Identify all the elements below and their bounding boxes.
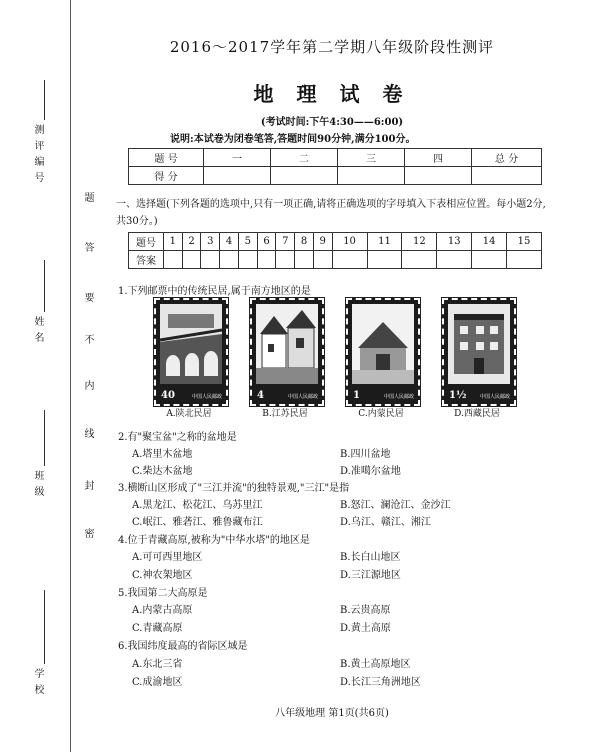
answer-number: 2 [182,233,201,251]
answer-number: 10 [332,233,367,251]
stamp-b-value: 4 [257,390,264,401]
stamp-d [442,298,516,406]
stamp-a [154,298,228,406]
stamp-d-image [448,304,510,384]
answer-cell[interactable] [257,251,276,269]
question-2-option-c[interactable]: C.柴达木盆地 [132,466,193,477]
question-6-option-c[interactable]: C.成渝地区 [132,677,183,688]
answer-number: 11 [367,233,402,251]
stamp-d-value: 1½ [449,390,467,401]
score-col-label: 题 号 [129,149,204,167]
field-class[interactable] [44,410,45,466]
answer-number: 9 [313,233,332,251]
question-2-option-a[interactable]: A.塔里木盆地 [132,449,193,460]
stamp-b-image [256,304,318,384]
seal-char: 封 [82,480,93,490]
question-4-option-c[interactable]: C.神农架地区 [132,570,193,581]
answer-number: 1 [164,233,183,251]
score-cell[interactable] [204,167,271,185]
question-3: 3.横断山区形成了"三江并流"的独特景观,"三江"是指 [118,483,350,494]
seal-char: 题 [82,192,93,202]
stamp-a-caption: A.陕北民居 [166,409,212,419]
score-table-score-row [129,167,542,185]
answer-cell[interactable] [182,251,201,269]
field-test-number[interactable] [44,80,45,120]
question-5-option-a[interactable]: A.内蒙古高原 [132,605,193,616]
field-name[interactable] [44,260,45,312]
answer-number: 15 [507,233,542,251]
score-cell[interactable] [271,167,338,185]
stamp-figure [152,298,532,420]
question-3-option-d[interactable]: D.乌江、赣江、湘江 [340,517,431,528]
mongolian-house-illustration [352,304,414,384]
cave-dwelling-illustration [160,304,222,384]
question-5-option-d[interactable]: D.黄土高原 [340,623,391,634]
answer-number: 12 [402,233,437,251]
score-col-4: 四 [405,149,472,167]
answer-cell[interactable] [332,251,367,269]
stamp-c [346,298,420,406]
score-col-1: 一 [204,149,271,167]
exam-time: (考试时间:下午4:30——6:00) [260,117,404,128]
binding-margin [0,0,75,752]
score-table [128,148,542,185]
answer-number: 7 [276,233,295,251]
stamp-a-image [160,304,222,384]
label-name: 姓名 [32,316,43,348]
question-2: 2.有"聚宝盆"之称的盆地是 [118,432,237,443]
stamp-b-issuer: 中国人民邮政 [287,394,318,400]
stamp-b-caption: B.江苏民居 [262,409,308,419]
field-school[interactable] [44,590,45,664]
question-3-option-c[interactable]: C.岷江、雅砻江、雅鲁藏布江 [132,517,263,528]
tibetan-house-illustration [448,304,510,384]
exam-subject: 地 理 试 卷 [253,82,411,106]
question-4-option-d[interactable]: D.三江源地区 [340,570,401,581]
answer-number: 6 [257,233,276,251]
seal-char: 不 [82,334,93,344]
score-table-header-row [129,149,542,167]
answer-number: 3 [201,233,220,251]
stamp-a-issuer: 中国人民邮政 [191,394,222,400]
answer-cell[interactable] [313,251,332,269]
answer-cell[interactable] [507,251,542,269]
question-3-option-a[interactable]: A.黑龙江、松花江、乌苏里江 [132,500,263,511]
answer-cell[interactable] [238,251,257,269]
score-cell[interactable] [405,167,472,185]
seal-char: 线 [82,428,93,438]
exam-note: 说明:本试卷为闭卷笔答,答题时间90分钟,满分100分。 [170,134,416,145]
question-4-option-a[interactable]: A.可可西里地区 [132,552,203,563]
seal-char: 要 [82,292,93,302]
binding-line [70,0,71,752]
question-5-option-c[interactable]: C.青藏高原 [132,623,183,634]
score-col-2: 二 [271,149,338,167]
answer-cell[interactable] [220,251,239,269]
answer-cell[interactable] [201,251,220,269]
score-cell[interactable] [338,167,405,185]
question-3-option-b[interactable]: B.怒江、澜沧江、金沙江 [340,500,451,511]
answer-row-label: 答案 [129,251,164,269]
seal-char: 密 [82,528,93,538]
seal-char: 答 [82,242,93,252]
answer-cell[interactable] [402,251,437,269]
stamp-c-image [352,304,414,384]
page-footer: 八年级地理 第1页(共6页) [275,708,389,719]
question-4-option-b[interactable]: B.长白山地区 [340,552,401,563]
question-6-option-b[interactable]: B.黄土高原地区 [340,659,411,670]
question-6-option-a[interactable]: A.东北三省 [132,659,183,670]
section-1-instructions: 一、选择题(下列各题的选项中,只有一项正确,请将正确选项的字母填入下表相应位置。每小题2分,共30分。) [116,199,546,227]
answer-cell[interactable] [164,251,183,269]
label-test-number: 测评编号 [32,124,43,188]
question-2-option-b[interactable]: B.四川盆地 [340,449,391,460]
answer-cell[interactable] [437,251,472,269]
answer-number: 14 [472,233,507,251]
question-2-option-d[interactable]: D.准噶尔盆地 [340,466,401,477]
stamp-a-value: 40 [161,390,175,401]
stamp-c-issuer: 中国人民邮政 [383,394,414,400]
answer-number: 5 [238,233,257,251]
question-6: 6.我国纬度最高的省际区域是 [118,641,248,652]
label-class: 班级 [32,470,43,502]
score-col-3: 三 [338,149,405,167]
question-6-option-d[interactable]: D.长江三角洲地区 [340,677,421,688]
answer-number: 8 [295,233,314,251]
stamp-c-caption: C.内蒙民居 [358,409,404,419]
answer-number: 13 [437,233,472,251]
stamp-b [250,298,324,406]
score-row-label: 得 分 [129,167,204,185]
question-5-option-b[interactable]: B.云贵高原 [340,605,391,616]
answer-table [128,232,542,269]
stamp-c-value: 1 [353,390,360,401]
answer-cell[interactable] [367,251,402,269]
answer-cell[interactable] [472,251,507,269]
question-5: 5.我国第二大高原是 [118,588,208,599]
answer-table-answer-row [129,251,542,269]
question-1: 1.下列邮票中的传统民居,属于南方地区的是 [118,286,311,297]
label-school: 学校 [32,668,43,700]
stamp-d-issuer: 中国人民邮政 [479,394,510,400]
exam-title: 2016～2017学年第二学期八年级阶段性测评 [169,38,495,56]
seal-char: 内 [82,380,93,390]
score-col-total: 总 分 [472,149,542,167]
answer-table-number-row [129,233,542,251]
answer-number: 4 [220,233,239,251]
jiangsu-house-illustration [256,304,318,384]
answer-cell[interactable] [276,251,295,269]
answer-number-label: 题号 [129,233,164,251]
answer-cell[interactable] [295,251,314,269]
score-cell[interactable] [472,167,542,185]
stamp-d-caption: D.西藏民居 [454,409,500,419]
question-4: 4.位于青藏高原,被称为"中华水塔"的地区是 [118,535,310,546]
